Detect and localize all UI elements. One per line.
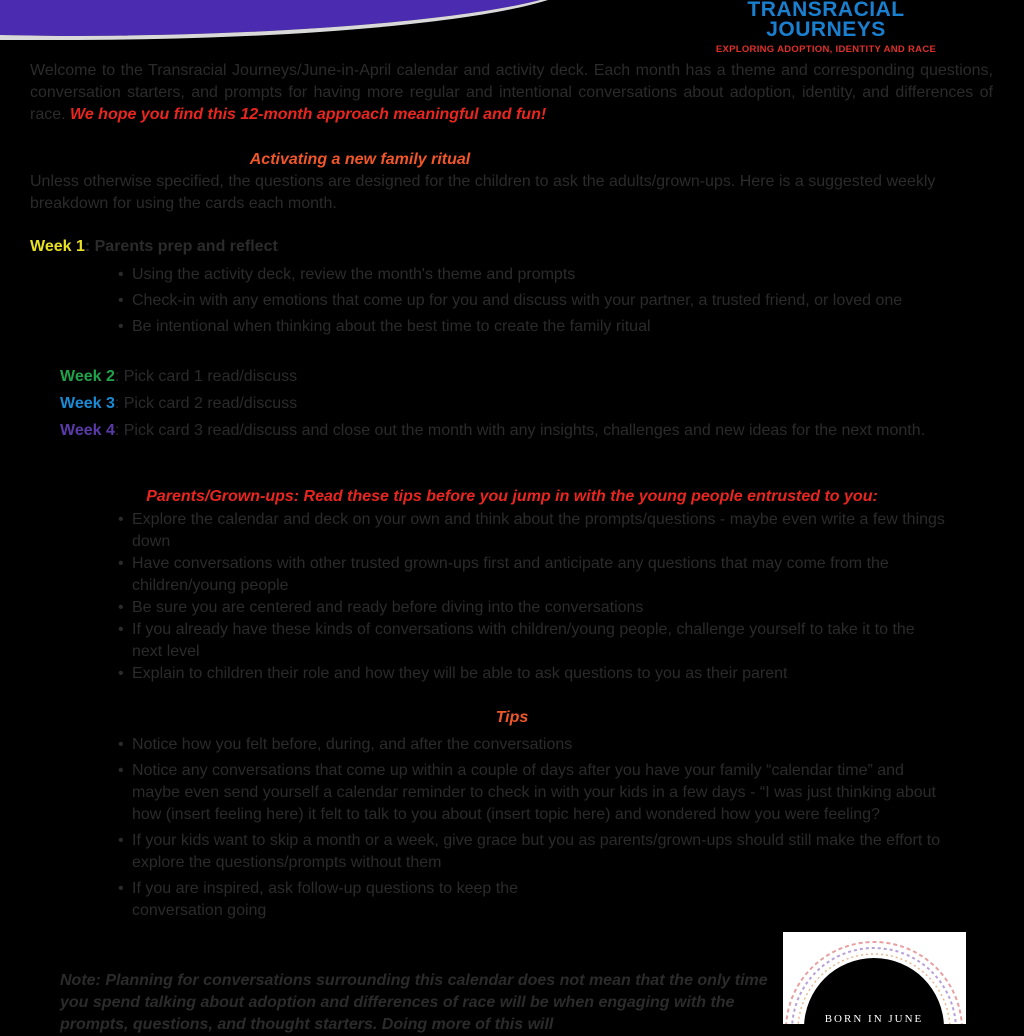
- born-in-june-logo: [783, 932, 966, 1024]
- list-item: • Using the activity deck, review the month's theme and prompts: [118, 264, 948, 286]
- list-item: • Have conversations with other trusted grown-ups first and anticipate any questions that may come from the children/young people: [118, 553, 948, 597]
- parents-heading: Parents/Grown-ups: Read these tips before you jump in with the young people entrusted to you:: [146, 488, 878, 505]
- list-item: • If you are inspired, ask follow-up questions to keep the conversation going: [118, 878, 582, 922]
- header-swoosh: [0, 0, 560, 40]
- list-item: • If your kids want to skip a month or a week, give grace but you as parents/grown-ups should still make the effort to explore the questions/prompts without them: [118, 830, 948, 874]
- logo-text: BORN IN JUNE: [824, 1013, 924, 1024]
- list-item: • Notice any conversations that come up within a couple of days after you have your family “calendar time” and maybe even send yourself a calendar reminder to check in with your kids in a few days - “I was just thinking about how (insert feeling here) it felt to talk to you about (insert topic here) and wondered how you were feeling?: [118, 760, 948, 826]
- ritual-heading: Activating a new family ritual: [249, 151, 471, 168]
- list-item: • Explore the calendar and deck on your own and think about the prompts/questions - maybe even write a few things down: [118, 509, 948, 553]
- week3-text: : Pick card 2 read/discuss: [114, 395, 298, 412]
- brand-subtitle: EXPLORING ADOPTION, IDENTITY AND RACE: [715, 44, 937, 55]
- week4-label: Week 4: [60, 422, 115, 439]
- intro-emphasis: We hope you find this 12-month approach meaningful and fun!: [70, 106, 547, 123]
- week4-line: [60, 420, 986, 442]
- week1-line: [30, 236, 630, 258]
- list-item: • Be sure you are centered and ready before diving into the conversations: [118, 597, 948, 619]
- week2-line: [60, 366, 860, 388]
- list-item: • Explain to children their role and how they will be able to ask questions to you as their parent: [118, 663, 948, 685]
- note-paragraph: Note: Planning for conversations surrounding this calendar does not mean that the only time you spend talking about adoption and differences of race will be when engaging with the prompts, questions, and thought starters. Doing more of this will: [60, 972, 768, 1033]
- week2-label: Week 2: [60, 368, 115, 385]
- logo-art: [783, 932, 966, 1024]
- tips-heading: Tips: [495, 709, 529, 726]
- parents-list: [118, 509, 948, 685]
- list-item: • Notice how you felt before, during, and after the conversations: [118, 734, 948, 756]
- week1-label: Week 1: [30, 238, 85, 255]
- list-item: • If you already have these kinds of conversations with children/young people, challenge yourself to take it to the next level: [118, 619, 948, 663]
- brand-title: TRANSRACIAL JOURNEYS: [747, 0, 905, 41]
- intro-paragraph: [30, 60, 993, 126]
- week3-line: [60, 393, 860, 415]
- tips-list: [118, 734, 948, 922]
- week1-list: [118, 264, 948, 338]
- intro-text: Welcome to the Transracial Journeys/June-in-April calendar and activity deck. Each month has a theme and corresponding questions, conversation starters, and prompts for having more regular and intentional conversations about adoption, identity, and differences of race.: [30, 62, 993, 123]
- week1-text: : Parents prep and reflect: [84, 238, 278, 255]
- week3-label: Week 3: [60, 395, 115, 412]
- brand-logo: [690, 0, 962, 55]
- ritual-text: Unless otherwise specified, the questions are designed for the children to ask the adults/grown-ups. Here is a suggested weekly breakdown for using the cards each month.: [30, 173, 936, 212]
- list-item: • Be intentional when thinking about the best time to create the family ritual: [118, 316, 948, 338]
- week4-text: : Pick card 3 read/discuss and close out the month with any insights, challenges and new ideas for the next month.: [114, 422, 926, 439]
- list-item: • Check-in with any emotions that come up for you and discuss with your partner, a trusted friend, or loved one: [118, 290, 948, 312]
- week2-text: : Pick card 1 read/discuss: [114, 368, 298, 385]
